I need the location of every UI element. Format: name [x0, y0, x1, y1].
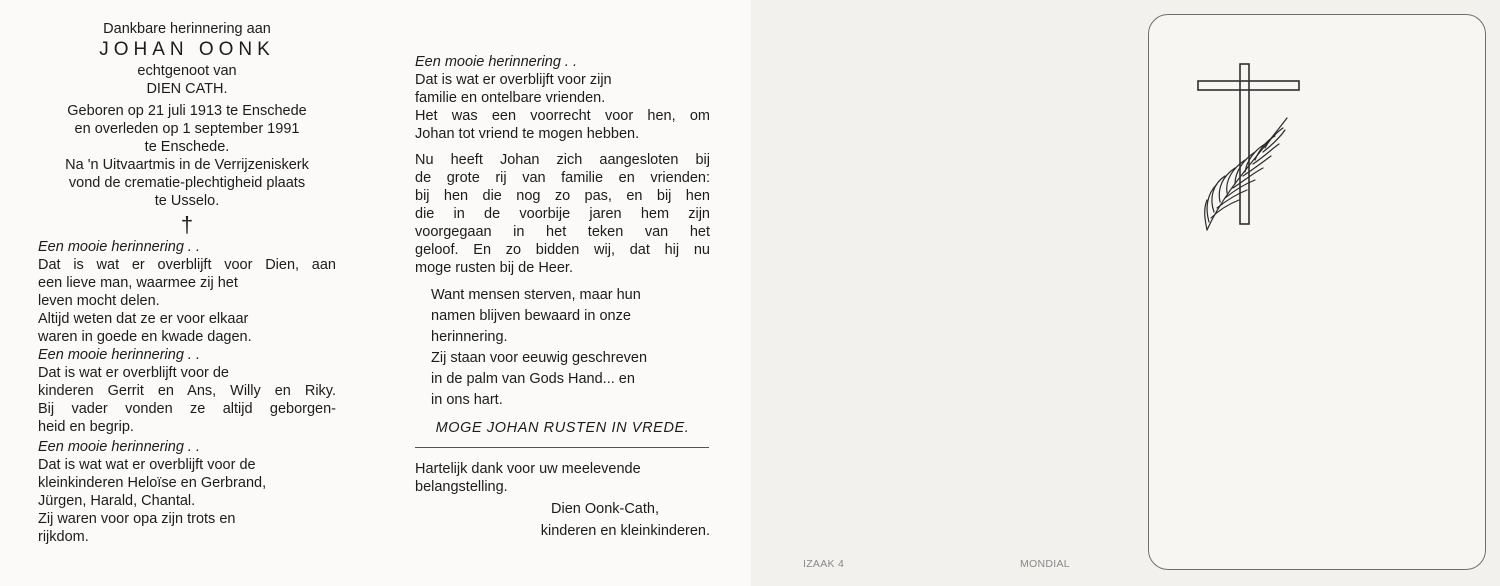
cross-with-palm-icon: [1195, 60, 1305, 240]
paragraph-line: bij hen die nog zo pas, en bij hen: [415, 188, 710, 204]
quote-line: herinnering.: [431, 329, 508, 345]
footer-code: IZAAK 4: [803, 558, 845, 570]
paragraph-line: geloof. En zo bidden wij, dat hij nu: [415, 242, 710, 258]
memory-line: leven mocht delen.: [38, 293, 160, 309]
paragraph-line: die in de voorbije jaren hem zijn: [415, 206, 710, 222]
spouse-label: echtgenoot van: [137, 63, 237, 79]
quote-line: Want mensen sterven, maar hun: [431, 287, 641, 303]
died-line: en overleden op 1 september 1991: [74, 121, 300, 137]
memory-line: een lieve man, waarmee zij het: [38, 275, 238, 291]
cremation-place: te Usselo.: [154, 193, 220, 209]
signature-name: Dien Oonk-Cath,: [551, 501, 659, 517]
died-place: te Enschede.: [144, 139, 230, 155]
deceased-name: JOHAN OONK: [99, 39, 275, 60]
thanks-line: Hartelijk dank voor uw meelevende: [415, 461, 641, 477]
memory-line: Johan tot vriend te mogen hebben.: [415, 126, 640, 142]
middle-text-column: [415, 53, 710, 540]
memory-line: Altijd weten dat ze er voor elkaar: [38, 311, 249, 327]
memory-line: kleinkinderen Heloïse en Gerbrand,: [38, 475, 267, 491]
born-line: Geboren op 21 juli 1913 te Enschede: [67, 103, 307, 119]
memory-line: rijkdom.: [38, 529, 89, 545]
memory-line: Zij waren voor opa zijn trots en: [38, 511, 236, 527]
left-text-column: [38, 20, 336, 546]
quote-line: Zij staan voor eeuwig geschreven: [431, 350, 648, 366]
memory-line: waren in goede en kwade dagen.: [38, 329, 252, 345]
rest-in-peace: MOGE JOHAN RUSTEN IN VREDE.: [435, 420, 690, 436]
memory-line: Dat is wat er overblijft voor Dien, aan: [38, 257, 336, 273]
memory-title: Een mooie herinnering . .: [38, 239, 201, 255]
quote-block: [415, 285, 710, 411]
memory-line: Dat is wat er overblijft voor de: [38, 365, 229, 381]
divider: [415, 447, 709, 448]
cremation-line: vond de crematie-plechtigheid plaats: [68, 175, 306, 191]
footer-brand: MONDIAL: [1020, 558, 1070, 570]
quote-line: in ons hart.: [431, 392, 503, 408]
quote-line: in de palm van Gods Hand... en: [431, 371, 635, 387]
memory-line: Dat is wat wat er overblijft voor de: [38, 457, 256, 473]
small-cross-icon: †: [180, 212, 194, 237]
heading: Dankbare herinnering aan: [103, 21, 271, 37]
paragraph-line: de grote rij van familie en vrienden:: [415, 170, 710, 186]
memory-line: kinderen Gerrit en Ans, Willy en Riky.: [38, 383, 336, 399]
signature-family: kinderen en kleinkinderen.: [540, 523, 710, 539]
memory-line: heid en begrip.: [38, 419, 134, 435]
mass-line: Na 'n Uitvaartmis in de Verrijzeniskerk: [65, 157, 309, 173]
memory-line: familie en ontelbare vrienden.: [415, 90, 606, 106]
memory-line: Jürgen, Harald, Chantal.: [38, 493, 196, 509]
memory-line: Bij vader vonden ze altijd geborgen-: [38, 401, 336, 417]
memory-title: Een mooie herinnering . .: [415, 54, 578, 70]
quote-line: namen blijven bewaard in onze: [431, 308, 631, 324]
memory-title: Een mooie herinnering . .: [38, 439, 201, 455]
paragraph-line: Nu heeft Johan zich aangesloten bij: [415, 152, 710, 168]
memory-line: Het was een voorrecht voor hen, om: [415, 108, 710, 124]
memory-line: Dat is wat er overblijft voor zijn: [415, 72, 612, 88]
memory-title: Een mooie herinnering . .: [38, 347, 201, 363]
paragraph-line: voorgegaan in het teken van het: [415, 224, 710, 240]
paragraph-line: moge rusten bij de Heer.: [415, 260, 573, 276]
thanks-line: belangstelling.: [415, 479, 508, 495]
spouse-name: DIEN CATH.: [146, 81, 228, 97]
